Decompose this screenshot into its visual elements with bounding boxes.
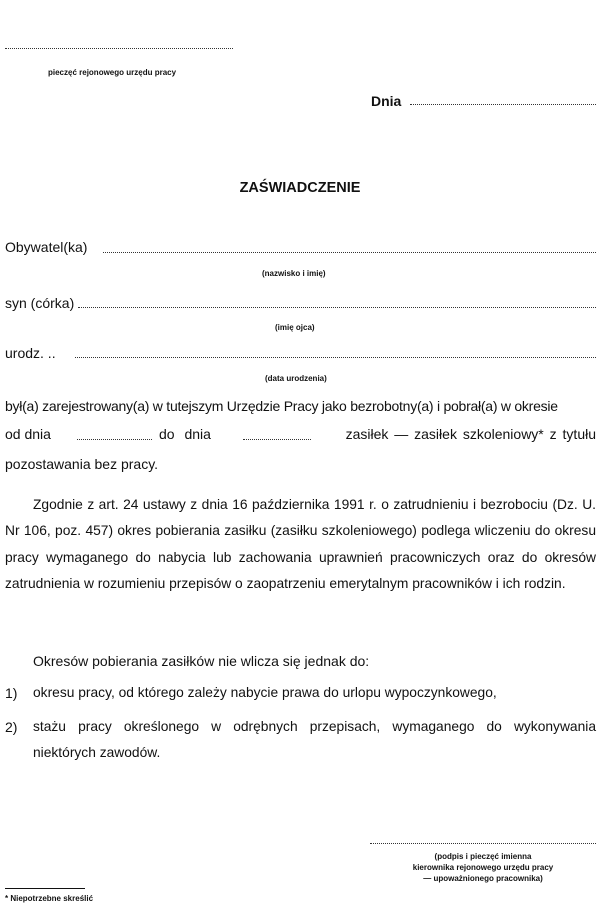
citizen-caption: (nazwisko i imię) — [262, 269, 326, 278]
period-to-field[interactable] — [243, 439, 311, 440]
birth-date-field[interactable] — [75, 357, 596, 358]
benefit-text: zasiłek — zasiłek szkoleniowy* z tytułu — [345, 426, 596, 442]
do-dnia-label: do dnia — [159, 426, 211, 442]
list-item-2-number: 2) — [5, 719, 18, 735]
list-item-1-text: okresu pracy, od którego zależy nabycie prawa do urlopu wypoczynkowego, — [33, 685, 497, 700]
document-title: ZAŚWIADCZENIE — [239, 180, 361, 196]
date-dotted-line[interactable] — [410, 104, 596, 105]
period-from-field[interactable] — [77, 439, 152, 440]
father-name-field[interactable] — [78, 307, 596, 308]
footnote: * Niepotrzebne skreślić — [5, 894, 94, 903]
list-item-2-text: stażu pracy określonego w odrębnych przepisach, wymaganego do wykonywania niektórych zawodów. — [33, 719, 596, 761]
date-label: Dnia — [371, 93, 402, 109]
signature-caption-3: — upoważnionego pracownika) — [423, 874, 543, 883]
list-item-1-number: 1) — [5, 685, 18, 701]
footnote-divider — [5, 888, 85, 889]
citizen-name-field[interactable] — [103, 252, 596, 253]
legal-paragraph: Zgodnie z art. 24 ustawy z dnia 16 października 1991 r. o zatrudnieniu i bezrobociu (Dz. U. Nr 106, poz. 457) okres pobierania zasiłku (zasiłku szkoleniowego) podlega wliczeniu do okresu pracy wymaganego do nabycia lub zachowania uprawnień pracowniczych oraz do okresów zatrudnienia w rozumieniu przepisów o zaopatrzeniu emerytalnym pracowników i ich rodzin. — [5, 497, 596, 591]
son-label: syn (córka) — [5, 295, 75, 311]
father-name-caption: (imię ojca) — [275, 323, 315, 332]
statement-line-1: był(a) zarejestrowany(a) w tutejszym Urzędzie Pracy jako bezrobotny(a) i pobrał(a) w okresie — [5, 398, 558, 414]
stamp-caption: pieczęć rejonowego urzędu pracy — [48, 68, 177, 77]
born-label: urodz. .. — [5, 345, 56, 361]
statement-line-3: pozostawania bez pracy. — [5, 456, 159, 472]
citizen-label: Obywatel(ka) — [5, 239, 88, 255]
signature-dotted-line[interactable] — [370, 843, 596, 844]
stamp-dotted-line[interactable] — [5, 48, 233, 49]
signature-caption-2: kierownika rejonowego urzędu pracy — [412, 863, 554, 872]
birth-date-caption: (data urodzenia) — [265, 374, 327, 383]
exclusions-intro: Okresów pobierania zasiłków nie wlicza się jednak do: — [33, 653, 370, 669]
od-dnia-label: od dnia — [5, 426, 51, 442]
signature-caption-1: (podpis i pieczęć imienna — [434, 852, 532, 861]
